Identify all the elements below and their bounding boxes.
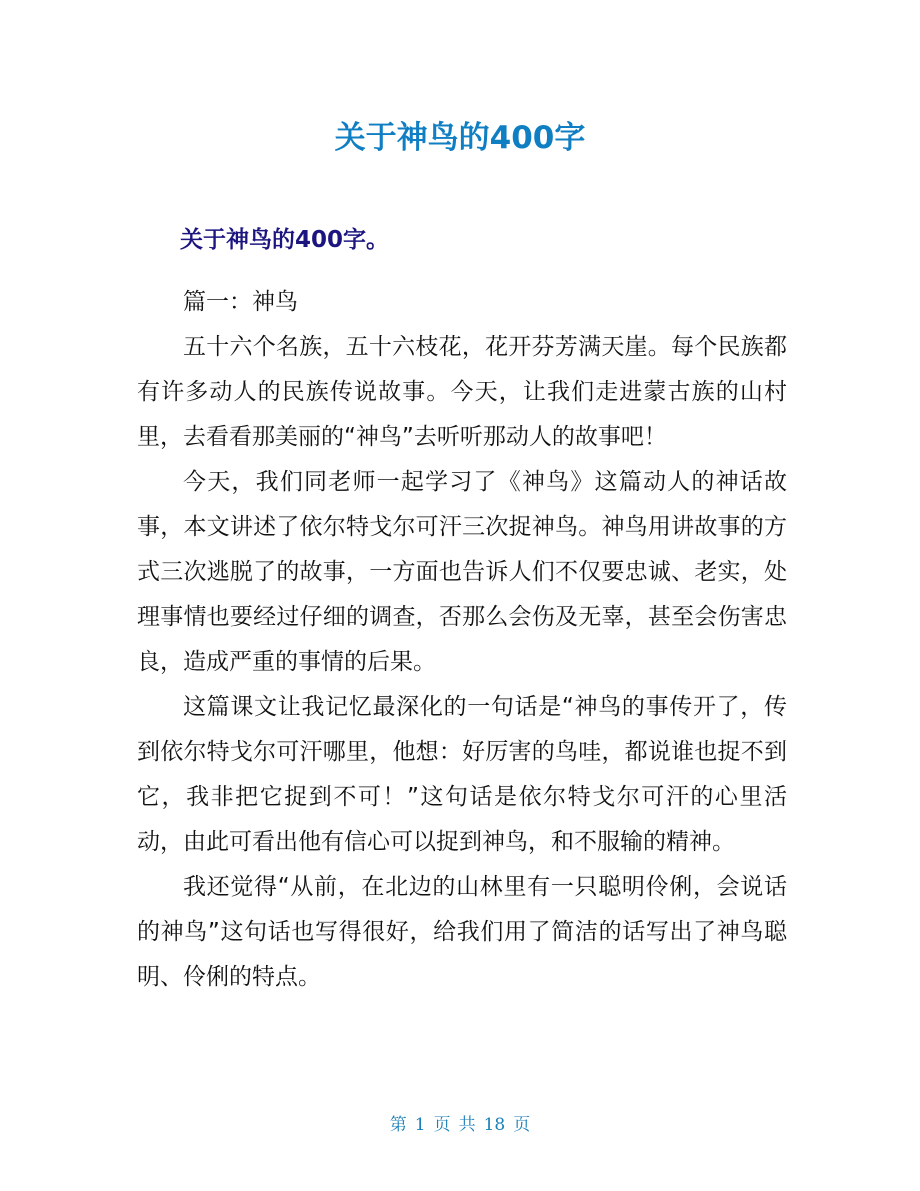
paragraph: 今天，我们同老师一起学习了《神鸟》这篇动人的神话故事，本文讲述了依尔特戈尔可汗三次捉神鸟。神鸟用讲故事的方式三次逃脱了的故事，一方面也告诉人们不仅要忠诚、老实，处理事情也要经过仔细的调查，否那么会伤及无辜，甚至会伤害忠良，造成严重的事情的后果。 <box>137 469 787 675</box>
page-number-footer <box>0 1112 920 1138</box>
paragraph: 我还觉得“从前，在北边的山林里有一只聪明伶俐，会说话的神鸟”这句话也写得很好，给我们用了简洁的话写出了神鸟聪明、伶俐的特点。 <box>137 874 787 990</box>
document-title: 关于神鸟的400字 <box>334 120 586 156</box>
paragraph-section-heading: 篇一：神鸟 <box>183 289 298 315</box>
footer-suffix: 页 <box>513 1115 531 1135</box>
footer-total-pages: 18 <box>483 1115 506 1135</box>
footer-current-page: 1 <box>414 1115 426 1135</box>
paragraph: 这篇课文让我记忆最深化的一句话是“神鸟的事传开了，传到依尔特戈尔可汗哪里，他想：好厉害的鸟哇，都说谁也捉不到它，我非把它捉到不可！”这句话是依尔特戈尔可汗的心里活动，由此可看出他有信心可以捉到神鸟，和不服输的精神。 <box>137 694 787 855</box>
footer-total-prefix: 共 <box>458 1115 476 1135</box>
footer-page-label: 页 <box>433 1115 451 1135</box>
document-body <box>137 280 787 1000</box>
paragraph: 五十六个名族，五十六枝花，花开芬芳满天崖。每个民族都有许多动人的民族传说故事。今天，让我们走进蒙古族的山村里，去看看那美丽的“神鸟”去听听那动人的故事吧！ <box>137 334 787 450</box>
footer-prefix: 第 <box>389 1115 407 1135</box>
document-subtitle: 关于神鸟的400字。 <box>180 227 390 253</box>
